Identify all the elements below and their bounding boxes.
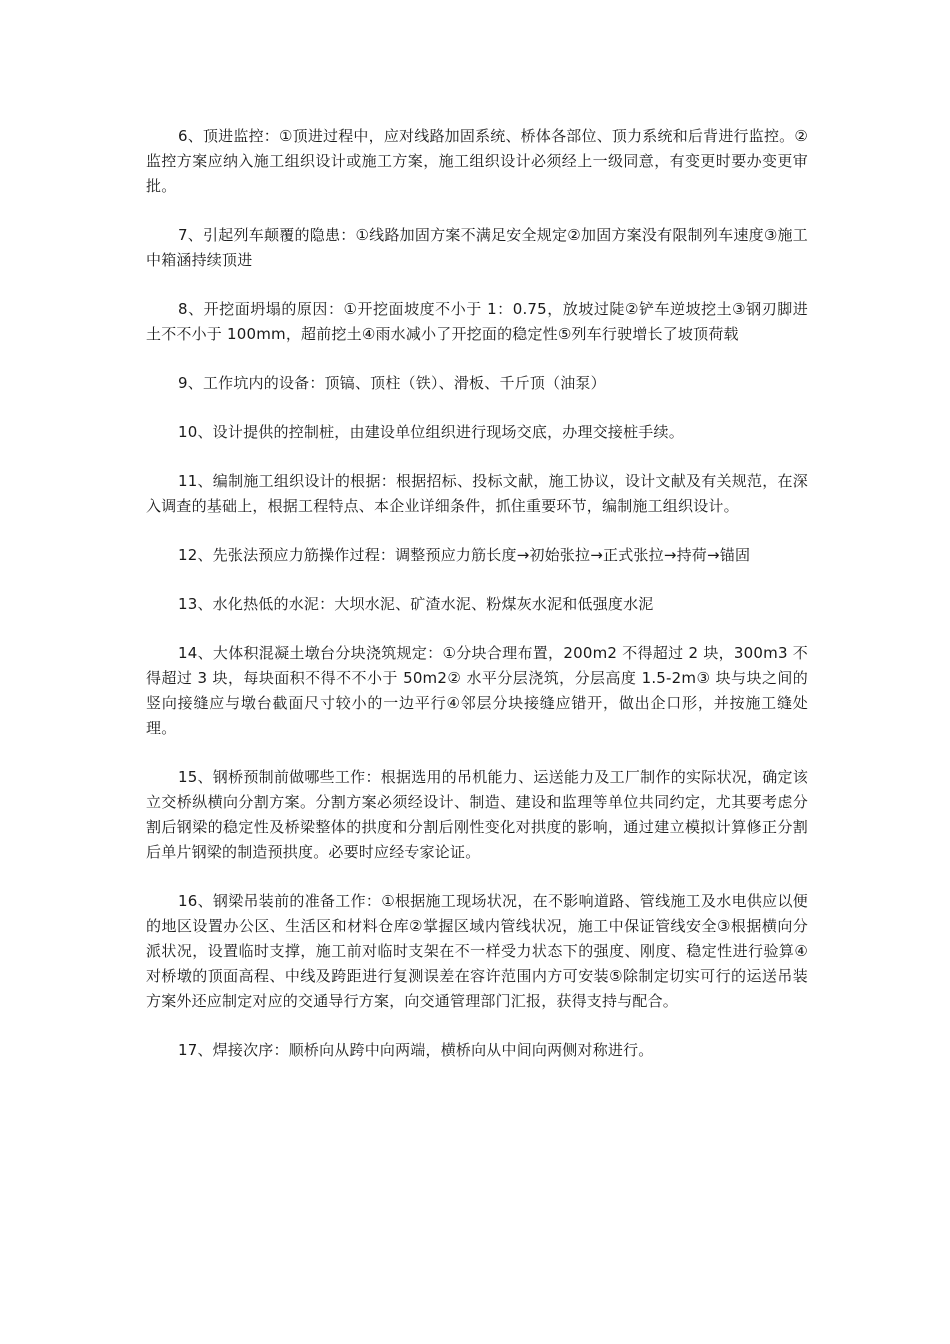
paragraph-item-11: 11、编制施工组织设计的根据：根据招标、投标文献，施工协议，设计文献及有关规范，在深入调查的基础上，根据工程特点、本企业详细条件，抓住重要环节，编制施工组织设计。 — [146, 472, 808, 515]
document-body — [146, 124, 808, 1087]
paragraph-item-13: 13、水化热低的水泥：大坝水泥、矿渣水泥、粉煤灰水泥和低强度水泥 — [178, 595, 654, 613]
paragraph-item-8: 8、开挖面坍塌的原因：①开挖面坡度不小于 1：0.75，放坡过陡②铲车逆坡挖土③钢刃脚进土不不小于 100mm，超前挖土④雨水减小了开挖面的稳定性⑤列车行驶增长了坡顶荷载 — [146, 300, 808, 343]
paragraph-item-17: 17、焊接次序：顺桥向从跨中向两端，横桥向从中间向两侧对称进行。 — [178, 1041, 654, 1059]
paragraph-item-16: 16、钢梁吊装前的准备工作：①根据施工现场状况，在不影响道路、管线施工及水电供应以便的地区设置办公区、生活区和材料仓库②掌握区域内管线状况，施工中保证管线安全③根据横向分派状况，设置临时支撑，施工前对临时支架在不一样受力状态下的强度、刚度、稳定性进行验算④对桥墩的顶面高程、中线及跨距进行复测误差在容许范围内方可安装⑤除制定切实可行的运送吊装方案外还应制定对应的交通导行方案，向交通管理部门汇报，获得支持与配合。 — [146, 892, 808, 1010]
paragraph-item-6: 6、顶进监控：①顶进过程中，应对线路加固系统、桥体各部位、顶力系统和后背进行监控。②监控方案应纳入施工组织设计或施工方案，施工组织设计必须经上一级同意，有变更时要办变更审批。 — [146, 127, 808, 195]
paragraph-item-14: 14、大体积混凝土墩台分块浇筑规定：①分块合理布置，200m2 不得超过 2 块，300m3 不得超过 3 块，每块面积不得不不小于 50m2② 水平分层浇筑，分层高度 1.5-2m③ 块与块之间的竖向接缝应与墩台截面尺寸较小的一边平行④邻层分块接缝应错开，做出企口形，并按施工缝处理。 — [146, 644, 808, 737]
paragraph-item-15: 15、钢桥预制前做哪些工作：根据选用的吊机能力、运送能力及工厂制作的实际状况，确定该立交桥纵横向分割方案。分割方案必须经设计、制造、建设和监理等单位共同约定，尤其要考虑分割后钢梁的稳定性及桥梁整体的拱度和分割后刚性变化对拱度的影响，通过建立模拟计算修正分割后单片钢梁的制造预拱度。必要时应经专家论证。 — [146, 768, 808, 861]
paragraph-item-9: 9、工作坑内的设备：顶镐、顶柱（铁）、滑板、千斤顶（油泵） — [178, 374, 606, 392]
paragraph-item-12: 12、先张法预应力筋操作过程：调整预应力筋长度→初始张拉→正式张拉→持荷→锚固 — [178, 546, 751, 564]
paragraph-item-10: 10、设计提供的控制桩，由建设单位组织进行现场交底，办理交接桩手续。 — [178, 423, 684, 441]
paragraph-item-7: 7、引起列车颠覆的隐患：①线路加固方案不满足安全规定②加固方案没有限制列车速度③施工中箱涵持续顶进 — [146, 226, 808, 269]
